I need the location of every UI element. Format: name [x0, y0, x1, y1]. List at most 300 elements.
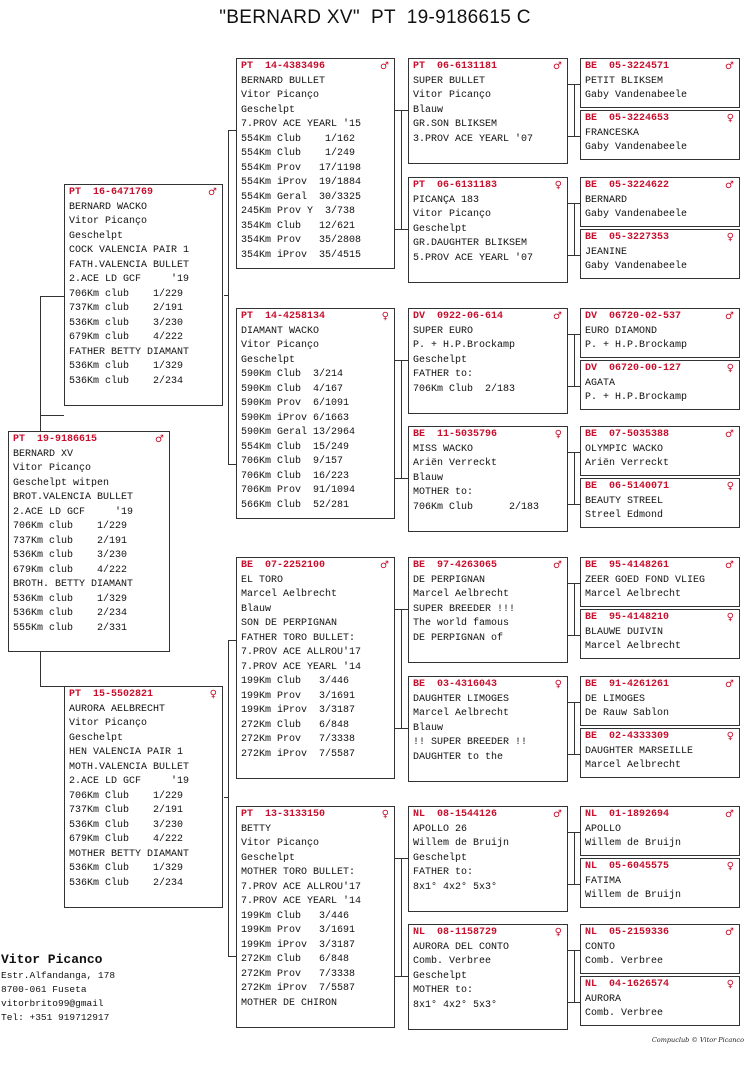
- gen4-card-9: [580, 557, 740, 607]
- pigeon-info-line: Blauw: [413, 722, 444, 734]
- pigeon-name: DIAMANT WACKO: [241, 325, 320, 337]
- great-grandparent-card-1: [408, 58, 568, 164]
- ring-number-text: DV 06720-02-537: [585, 311, 682, 322]
- pigeon-info-line: Gaby Vandenabeele: [585, 261, 688, 272]
- connector-line: [568, 1002, 580, 1003]
- ring-number-text: NL 08-1158729: [413, 927, 498, 938]
- pigeon-info-line: MOTHER TORO BULLET:: [241, 867, 356, 878]
- gen4-card-12: [580, 728, 740, 778]
- pigeon-info-line: BROT.VALENCIA BULLET: [13, 492, 134, 503]
- ring-number: [69, 186, 217, 201]
- pigeon-info-line: P. + H.P.Brockamp: [585, 340, 688, 351]
- pigeon-info-line: MOTH.VALENCIA BULLET: [69, 761, 190, 773]
- owner-city: 8700-061 Fuseta: [1, 984, 87, 995]
- pigeon-name: EURO DIAMOND: [585, 325, 658, 337]
- ring-number: [585, 678, 734, 693]
- pigeon-info-line: Gaby Vandenabeele: [585, 209, 688, 220]
- pigeon-info-line: P. + H.P.Brockamp: [585, 392, 688, 403]
- ring-number: [585, 231, 734, 246]
- pigeon-info-line: Blauw: [413, 472, 444, 484]
- connector-line: [40, 296, 64, 297]
- male-symbol-icon: ♂: [553, 560, 562, 571]
- ring-number-text: BE 05-3224653: [585, 113, 670, 124]
- ring-number-text: NL 01-1892694: [585, 809, 670, 820]
- ring-number-text: NL 05-2159336: [585, 927, 670, 938]
- pigeon-info-line: 7.PROV ACE YEARL '15: [241, 119, 362, 130]
- ring-number-text: BE 03-4316043: [413, 679, 498, 690]
- pigeon-info-line: 737Km club 2/191: [13, 535, 128, 547]
- male-symbol-icon: ♂: [725, 679, 734, 690]
- ring-number: [69, 688, 217, 703]
- pigeon-info-line: MOTHER to:: [413, 487, 474, 498]
- pigeon-name: BERNARD BULLET: [241, 75, 326, 87]
- pigeon-info-line: 7.PROV ACE ALLROU'17: [241, 881, 362, 893]
- maternal-granddam-card: [236, 806, 395, 1028]
- ring-number-text: BE 06-5140071: [585, 481, 670, 492]
- male-symbol-icon: ♂: [725, 560, 734, 571]
- connector-line: [574, 84, 575, 136]
- pigeon-info-line: 272Km Prov 7/3338: [241, 734, 356, 745]
- pigeon-name: SUPER EURO: [413, 325, 474, 337]
- pigeon-info-line: HEN VALENCIA PAIR 1: [69, 747, 184, 758]
- pigeon-info-line: 272Km Prov 7/3338: [241, 968, 356, 980]
- great-grandparent-card-5: [408, 557, 568, 663]
- pigeon-info-line: Geschelpt: [241, 354, 296, 366]
- pigeon-info-line: P. + H.P.Brockamp: [413, 340, 516, 351]
- gen4-card-8: [580, 478, 740, 528]
- pigeon-info-line: The world famous: [413, 618, 510, 629]
- ring-number: [585, 480, 734, 495]
- pigeon-info-line: 536Km club 2/234: [69, 375, 184, 387]
- pigeon-name: BERNARD: [585, 194, 628, 206]
- male-symbol-icon: ♂: [380, 560, 389, 571]
- pigeon-info-line: 706Km Club 2/183: [413, 501, 540, 513]
- pigeon-info-line: 737Km Club 2/191: [69, 805, 184, 816]
- ring-number: [585, 60, 734, 75]
- pedigree-title: "BERNARD XV" PT 19-9186615 C: [219, 7, 531, 28]
- pigeon-info-line: DE PERPIGNAN of: [413, 632, 504, 644]
- pigeon-info-line: 199Km Club 3/446: [241, 910, 350, 922]
- pigeon-name: BETTY: [241, 823, 272, 835]
- pigeon-info-line: Vitor Picanço: [13, 463, 92, 474]
- pigeon-info-line: 354Km iProv 35/4515: [241, 249, 362, 261]
- great-grandparent-card-7: [408, 806, 568, 912]
- pigeon-info-line: Gaby Vandenabeele: [585, 142, 688, 153]
- pigeon-info-line: 536Km Club 3/230: [69, 819, 184, 831]
- connector-line: [395, 728, 408, 729]
- female-symbol-icon: ♀: [726, 363, 734, 374]
- connector-line: [568, 635, 580, 636]
- pigeon-info-line: Marcel Aelbrecht: [585, 589, 682, 600]
- connector-line: [401, 609, 402, 728]
- pigeon-info-line: Comb. Verbree: [413, 956, 492, 967]
- ring-number: [413, 310, 562, 325]
- pigeon-info-line: 737Km club 2/191: [69, 303, 184, 314]
- ring-number-text: BE 05-3224571: [585, 61, 670, 72]
- pigeon-info-line: 2.ACE LD GCF '19: [69, 776, 190, 787]
- pigeon-info-line: !! SUPER BREEDER !!: [413, 737, 528, 748]
- pigeon-info-line: 8x1° 4x2° 5x3°: [413, 881, 498, 893]
- pigeon-name: SUPER BULLET: [413, 75, 486, 87]
- ring-number: [585, 362, 734, 377]
- pigeon-info-line: 536Km club 3/230: [69, 317, 184, 329]
- pigeon-info-line: 7.PROV ACE YEARL '14: [241, 896, 362, 907]
- gen4-card-6: [580, 360, 740, 410]
- male-symbol-icon: ♂: [553, 809, 562, 820]
- pigeon-info-line: FATHER to:: [413, 867, 474, 878]
- pigeon-info-line: Vitor Picanço: [241, 340, 320, 351]
- connector-line: [574, 832, 575, 884]
- pigeon-info-line: SON DE PERPIGNAN: [241, 618, 338, 629]
- pigeon-info-line: COCK VALENCIA PAIR 1: [69, 245, 190, 256]
- pigeon-info-line: 706Km Club 9/157: [241, 456, 344, 467]
- ring-number-text: DV 06720-00-127: [585, 363, 682, 374]
- ring-number: [585, 926, 734, 941]
- connector-line: [401, 360, 402, 478]
- pigeon-info-line: BROTH. BETTY DIAMANT: [13, 579, 134, 590]
- connector-line: [568, 884, 580, 885]
- ring-number-text: NL 08-1544126: [413, 809, 498, 820]
- gen4-card-13: [580, 806, 740, 856]
- connector-line: [395, 229, 408, 230]
- pigeon-info-line: DAUGHTER to the: [413, 751, 504, 763]
- pigeon-name: APOLLO 26: [413, 823, 468, 835]
- connector-line: [574, 583, 575, 635]
- ring-number: [413, 60, 562, 75]
- pigeon-info-line: FATH.VALENCIA BULLET: [69, 259, 190, 271]
- ring-number-text: NL 05-6045575: [585, 861, 670, 872]
- female-symbol-icon: ♀: [726, 481, 734, 492]
- pigeon-info-line: 706Km Club 1/229: [69, 790, 184, 802]
- female-symbol-icon: ♀: [726, 731, 734, 742]
- ring-number-text: BE 07-2252100: [241, 560, 326, 571]
- owner-address: Estr.Alfandanga, 178: [1, 970, 116, 981]
- ring-number-text: PT 16-6471769: [69, 187, 154, 198]
- pigeon-info-line: Willem de Bruijn: [585, 890, 682, 901]
- ring-number: [413, 428, 562, 443]
- pigeon-info-line: 2.ACE LD GCF '19: [13, 506, 134, 518]
- connector-line: [228, 640, 229, 956]
- ring-number-text: BE 91-4261261: [585, 679, 670, 690]
- pigeon-info-line: SUPER BREEDER !!!: [413, 603, 516, 615]
- ring-number: [585, 428, 734, 443]
- pigeon-info-line: Vitor Picanço: [69, 718, 148, 729]
- sire-card: [64, 184, 223, 406]
- pigeon-info-line: 706Km Prov 91/1094: [241, 485, 356, 496]
- ring-number: [585, 860, 734, 875]
- male-symbol-icon: ♂: [725, 180, 734, 191]
- pigeon-info-line: Marcel Aelbrecht: [413, 708, 510, 719]
- connector-line: [228, 130, 229, 464]
- pigeon-info-line: 199Km iProv 3/3187: [241, 939, 356, 951]
- ring-number-text: BE 05-3224622: [585, 180, 670, 191]
- great-grandparent-card-4: [408, 426, 568, 532]
- pigeon-info-line: 679Km club 4/222: [13, 564, 128, 576]
- pigeon-info-line: Vitor Picanço: [69, 216, 148, 227]
- pigeon-name: AURORA DEL CONTO: [413, 941, 510, 953]
- female-symbol-icon: ♀: [554, 679, 562, 690]
- female-symbol-icon: ♀: [726, 979, 734, 990]
- pigeon-info-line: 199Km iProv 3/3187: [241, 705, 356, 716]
- pigeon-info-line: 706Km club 1/229: [13, 521, 128, 532]
- pigeon-name: AURORA AELBRECHT: [69, 703, 166, 715]
- connector-line: [568, 255, 580, 256]
- pigeon-name: JEANINE: [585, 246, 628, 258]
- connector-line: [40, 686, 64, 687]
- pigeon-info-line: Willem de Bruijn: [413, 838, 510, 849]
- owner-name: Vitor Picanco: [1, 952, 103, 967]
- pigeon-name: AGATA: [585, 377, 616, 389]
- pigeon-info-line: 706Km Club 16/223: [241, 470, 350, 482]
- ring-number-text: PT 14-4258134: [241, 311, 326, 322]
- pigeon-name: BERNARD WACKO: [69, 201, 148, 213]
- female-symbol-icon: ♀: [554, 180, 562, 191]
- ring-number-text: PT 19-9186615: [13, 434, 98, 445]
- male-symbol-icon: ♂: [208, 187, 217, 198]
- pigeon-info-line: 3.PROV ACE YEARL '07: [413, 133, 534, 145]
- pigeon-name: DAUGHTER LIMOGES: [413, 693, 510, 705]
- pigeon-info-line: MOTHER BETTY DIAMANT: [69, 848, 190, 860]
- female-symbol-icon: ♀: [726, 232, 734, 243]
- pigeon-name: BEAUTY STREEL: [585, 495, 664, 507]
- pigeon-info-line: 536Km Club 1/329: [69, 863, 184, 874]
- male-symbol-icon: ♂: [725, 927, 734, 938]
- ring-number: [413, 678, 562, 693]
- pigeon-info-line: 7.PROV ACE ALLROU'17: [241, 647, 362, 658]
- pigeon-info-line: Geschelpt: [413, 970, 468, 982]
- pigeon-info-line: 199Km Club 3/446: [241, 676, 350, 687]
- pigeon-info-line: Marcel Aelbrecht: [585, 641, 682, 652]
- gen4-card-15: [580, 924, 740, 974]
- pigeon-info-line: 590Km Club 4/167: [241, 383, 344, 395]
- pigeon-info-line: 8x1° 4x2° 5x3°: [413, 999, 498, 1011]
- male-symbol-icon: ♂: [725, 311, 734, 322]
- pigeon-info-line: 272Km iProv 7/5587: [241, 983, 356, 994]
- female-symbol-icon: ♀: [726, 113, 734, 124]
- pigeon-info-line: De Rauw Sablon: [585, 708, 670, 719]
- pigeon-info-line: 199Km Prov 3/1691: [241, 690, 356, 702]
- maternal-grandsire-card: [236, 557, 395, 779]
- connector-line: [228, 956, 236, 957]
- pigeon-name: PICANÇA 183: [413, 194, 480, 206]
- male-symbol-icon: ♂: [155, 434, 164, 445]
- pigeon-info-line: 554Km Club 1/249: [241, 148, 356, 159]
- ring-number: [241, 310, 389, 325]
- pigeon-info-line: 272Km Club 6/848: [241, 954, 350, 965]
- connector-line: [568, 754, 580, 755]
- connector-line: [228, 640, 236, 641]
- pigeon-name: DAUGHTER MARSEILLE: [585, 745, 694, 757]
- pigeon-info-line: Streel Edmond: [585, 510, 664, 521]
- pigeon-info-line: 554Km Geral 30/3325: [241, 191, 362, 203]
- connector-line: [574, 950, 575, 1002]
- male-symbol-icon: ♂: [380, 61, 389, 72]
- pigeon-info-line: 590Km Club 3/214: [241, 369, 344, 380]
- pigeon-info-line: 554Km iProv 19/1884: [241, 177, 362, 188]
- pigeon-info-line: Geschelpt: [69, 732, 124, 744]
- pigeon-info-line: Geschelpt: [413, 223, 468, 235]
- pigeon-info-line: Vitor Picanço: [241, 90, 320, 101]
- male-symbol-icon: ♂: [725, 429, 734, 440]
- great-grandparent-card-3: [408, 308, 568, 414]
- ring-number-text: BE 95-4148261: [585, 560, 670, 571]
- ring-number: [413, 179, 562, 194]
- connector-line: [568, 136, 580, 137]
- gen4-card-1: [580, 58, 740, 108]
- connector-line: [568, 386, 580, 387]
- pigeon-info-line: FATHER TORO BULLET:: [241, 632, 356, 644]
- gen4-card-5: [580, 308, 740, 358]
- pigeon-name: OLYMPIC WACKO: [585, 443, 664, 455]
- pigeon-name: MISS WACKO: [413, 443, 474, 455]
- pigeon-info-line: FATHER to:: [413, 369, 474, 380]
- pigeon-info-line: 554Km Club 1/162: [241, 133, 356, 145]
- pigeon-info-line: GR.DAUGHTER BLIKSEM: [413, 238, 528, 249]
- connector-line: [40, 297, 41, 415]
- female-symbol-icon: ♀: [726, 612, 734, 623]
- pigeon-info-line: Blauw: [413, 104, 444, 116]
- connector-line: [568, 504, 580, 505]
- ring-number-text: BE 11-5035796: [413, 429, 498, 440]
- pigeon-name: BLAUWE DUIVIN: [585, 626, 664, 638]
- pigeon-name: DE LIMOGES: [585, 693, 646, 705]
- pigeon-info-line: Willem de Bruijn: [585, 838, 682, 849]
- connector-line: [40, 662, 41, 686]
- ring-number-text: PT 15-5502821: [69, 689, 154, 700]
- pigeon-info-line: 2.ACE LD GCF '19: [69, 274, 190, 285]
- pigeon-info-line: 536Km Club 2/234: [69, 877, 184, 889]
- connector-line: [401, 110, 402, 229]
- male-symbol-icon: ♂: [553, 311, 562, 322]
- pigeon-info-line: 679Km club 4/222: [69, 332, 184, 343]
- connector-line: [40, 415, 41, 431]
- pigeon-info-line: Marcel Aelbrecht: [585, 760, 682, 771]
- pigeon-info-line: Marcel Aelbrecht: [413, 589, 510, 600]
- connector-line: [574, 702, 575, 754]
- ring-number-text: PT 13-3133150: [241, 809, 326, 820]
- paternal-granddam-card: [236, 308, 395, 519]
- connector-line: [574, 452, 575, 504]
- connector-line: [395, 976, 408, 977]
- ring-number-text: NL 04-1626574: [585, 979, 670, 990]
- pigeon-name: ZEER GOED FOND VLIEG: [585, 574, 706, 586]
- footer-credit: Compuclub © Vitor Picanco: [651, 1036, 744, 1044]
- great-grandparent-card-8: [408, 924, 568, 1030]
- pigeon-info-line: 590Km Prov 6/1091: [241, 398, 350, 409]
- female-symbol-icon: ♀: [554, 927, 562, 938]
- pigeon-name: EL TORO: [241, 574, 284, 586]
- owner-contact: [1, 951, 115, 1025]
- dam-card: [64, 686, 223, 908]
- pigeon-info-line: Ariën Verreckt: [413, 458, 498, 469]
- female-symbol-icon: ♀: [726, 861, 734, 872]
- connector-line: [574, 334, 575, 386]
- pigeon-info-line: 566Km Club 52/281: [241, 499, 350, 511]
- pigeon-name: APOLLO: [585, 823, 622, 835]
- female-symbol-icon: ♀: [381, 311, 389, 322]
- gen4-card-10: [580, 609, 740, 659]
- female-symbol-icon: ♀: [381, 809, 389, 820]
- connector-line: [401, 858, 402, 976]
- ring-number-text: BE 02-4333309: [585, 731, 670, 742]
- pigeon-info-line: Geschelpt: [413, 354, 468, 366]
- pigeon-info-line: 679Km Club 4/222: [69, 834, 184, 845]
- pigeon-info-line: Vitor Picanço: [241, 838, 320, 849]
- pigeon-info-line: 354Km Prov 35/2808: [241, 235, 362, 246]
- gen4-card-4: [580, 229, 740, 279]
- pigeon-name: DE PERPIGNAN: [413, 574, 486, 586]
- pigeon-info-line: 554Km Club 15/249: [241, 441, 350, 453]
- pigeon-name: FRANCESKA: [585, 127, 640, 139]
- male-symbol-icon: ♂: [553, 61, 562, 72]
- great-grandparent-card-6: [408, 676, 568, 782]
- gen4-card-16: [580, 976, 740, 1026]
- pigeon-name: PETIT BLIKSEM: [585, 75, 664, 87]
- pigeon-info-line: Geschelpt: [69, 230, 124, 242]
- gen4-card-11: [580, 676, 740, 726]
- ring-number-text: BE 97-4263065: [413, 560, 498, 571]
- pigeon-info-line: 7.PROV ACE YEARL '14: [241, 661, 362, 673]
- female-symbol-icon: ♀: [554, 429, 562, 440]
- ring-number-text: PT 06-6131181: [413, 61, 498, 72]
- ring-number: [585, 730, 734, 745]
- pigeon-name: CONTO: [585, 941, 616, 953]
- pigeon-info-line: Geschelpt: [413, 852, 468, 864]
- ring-number: [413, 808, 562, 823]
- pigeon-info-line: 245Km Prov Y 3/738: [241, 206, 356, 217]
- pigeon-name: BERNARD XV: [13, 448, 74, 460]
- ring-number: [585, 808, 734, 823]
- pigeon-info-line: Marcel Aelbrecht: [241, 589, 338, 600]
- female-symbol-icon: ♀: [209, 689, 217, 700]
- gen4-card-7: [580, 426, 740, 476]
- pigeon-info-line: 199Km Prov 3/1691: [241, 925, 356, 936]
- pigeon-info-line: Vitor Picanço: [413, 90, 492, 101]
- pigeon-info-line: MOTHER DE CHIRON: [241, 997, 338, 1009]
- pigeon-info-line: Blauw: [241, 603, 272, 615]
- ring-number: [585, 310, 734, 325]
- ring-number: [241, 559, 389, 574]
- ring-number: [585, 611, 734, 626]
- gen4-card-2: [580, 110, 740, 160]
- connector-line: [228, 464, 236, 465]
- pigeon-name: AURORA: [585, 993, 622, 1005]
- pigeon-info-line: Vitor Picanço: [413, 209, 492, 220]
- pigeon-info-line: 272Km iProv 7/5587: [241, 748, 356, 760]
- ring-number: [585, 179, 734, 194]
- ring-number-text: DV 0922-06-614: [413, 311, 504, 322]
- gen4-card-14: [580, 858, 740, 908]
- male-symbol-icon: ♂: [725, 809, 734, 820]
- connector-line: [574, 203, 575, 255]
- ring-number-text: PT 14-4383496: [241, 61, 326, 72]
- owner-email: vitorbrito99@gmail: [1, 998, 104, 1009]
- pigeon-info-line: 555Km club 2/331: [13, 622, 128, 634]
- owner-phone: Tel: +351 919712917: [1, 1012, 110, 1023]
- ring-number: [585, 978, 734, 993]
- pigeon-info-line: Gaby Vandenabeele: [585, 90, 688, 101]
- subject-pigeon-card: [8, 431, 170, 652]
- connector-line: [40, 415, 64, 416]
- paternal-grandsire-card: [236, 58, 395, 269]
- pigeon-info-line: 354Km Club 12/621: [241, 220, 356, 232]
- pigeon-info-line: Ariën Verreckt: [585, 458, 670, 469]
- pigeon-info-line: 706Km club 1/229: [69, 288, 184, 300]
- pigeon-info-line: Geschelpt: [241, 104, 296, 116]
- pigeon-info-line: Geschelpt witpen: [13, 477, 110, 489]
- ring-number: [241, 60, 389, 75]
- pigeon-info-line: 536Km club 1/329: [13, 593, 128, 605]
